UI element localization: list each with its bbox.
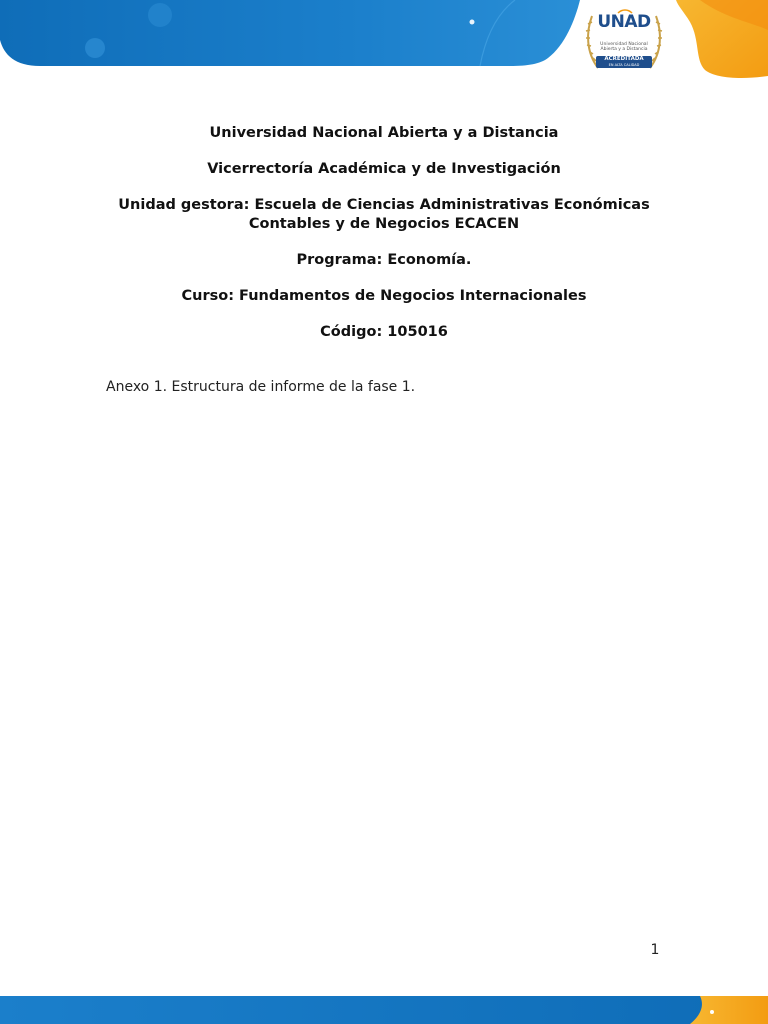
footer-banner <box>0 994 768 1024</box>
page-number: 1 <box>650 942 660 958</box>
accreditation-badge-sub: EN ALTA CALIDAD <box>608 63 640 67</box>
logo-subtitle <box>592 42 656 52</box>
header-decoration <box>148 3 172 27</box>
annex-caption: Anexo 1. Estructura de informe de la fase 1. <box>106 379 416 395</box>
logo-subtitle-line: Universidad Nacional <box>600 42 648 47</box>
logo-subtitle-line: Abierta y a Distancia <box>600 47 648 52</box>
managing-unit-line-2: Contables y de Negocios ECACEN <box>248 216 520 232</box>
course-name: Curso: Fundamentos de Negocios Internacionales <box>181 288 587 304</box>
managing-unit-line-1: Unidad gestora: Escuela de Ciencias Administrativas Económicas <box>118 197 650 213</box>
accreditation-badge-main: ACREDITADA <box>604 56 644 62</box>
footer-decoration <box>710 1010 714 1014</box>
course-code: Código: 105016 <box>320 324 448 340</box>
managing-unit <box>60 196 708 234</box>
logo-wordmark: UNAD <box>597 12 651 32</box>
university-name: Universidad Nacional Abierta y a Distancia <box>209 125 559 141</box>
vice-rectorate: Vicerrectoría Académica y de Investigación <box>207 161 561 177</box>
header-decoration <box>85 38 105 58</box>
program-name: Programa: Economía. <box>296 252 472 268</box>
accreditation-badge <box>596 56 652 68</box>
header-decoration <box>470 20 475 25</box>
cover-title-block <box>60 124 708 359</box>
